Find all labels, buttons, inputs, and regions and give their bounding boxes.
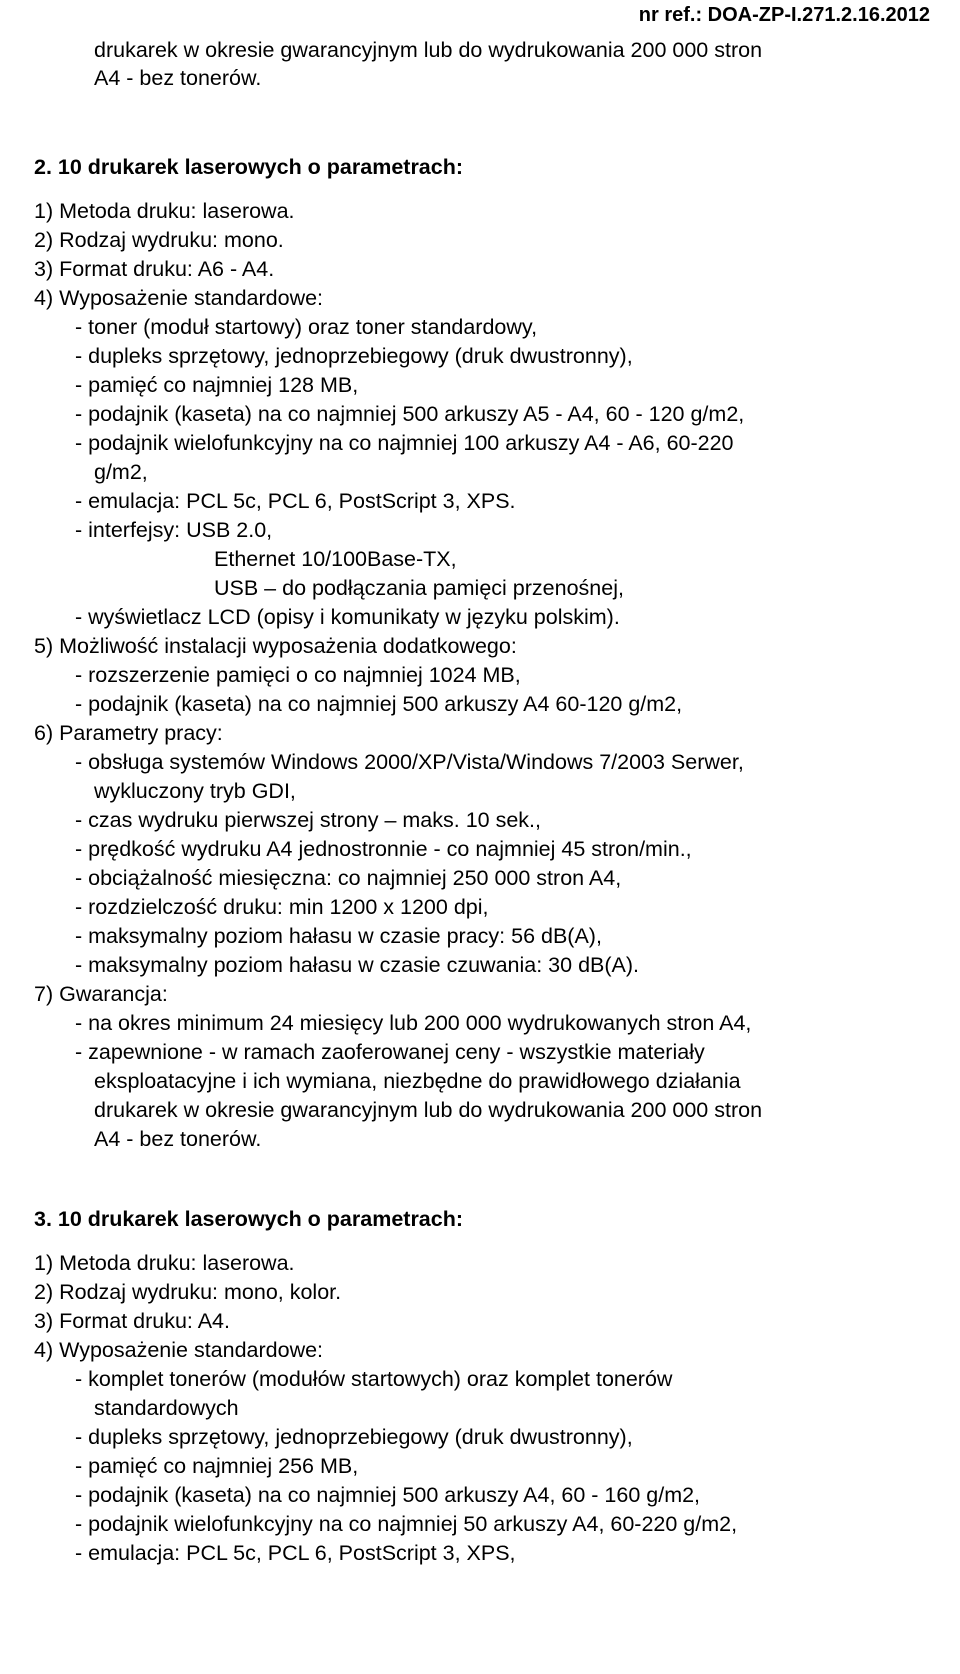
sub-item: - obsługa systemów Windows 2000/XP/Vista/Windows 7/2003 Serwer,	[75, 750, 744, 774]
sub-item: - komplet tonerów (modułów startowych) oraz komplet tonerów	[75, 1367, 673, 1391]
list-item: 1) Metoda druku: laserowa.	[34, 1251, 295, 1275]
sub-item: - podajnik wielofunkcyjny na co najmniej 50 arkuszy A4, 60-220 g/m2,	[75, 1512, 738, 1536]
list-item: 6) Parametry pracy:	[34, 721, 223, 745]
sub-item: - emulacja: PCL 5c, PCL 6, PostScript 3, XPS.	[75, 489, 516, 513]
section-heading: 2. 10 drukarek laserowych o parametrach:	[34, 155, 464, 179]
sub-item: - zapewnione - w ramach zaoferowanej ceny - wszystkie materiały	[75, 1040, 705, 1064]
sub-item-continuation: Ethernet 10/100Base-TX,	[214, 547, 457, 571]
list-item: 4) Wyposażenie standardowe:	[34, 286, 324, 310]
continuation-line: drukarek w okresie gwarancyjnym lub do wydrukowania 200 000 stron	[94, 38, 763, 62]
sub-item: - podajnik wielofunkcyjny na co najmniej 100 arkuszy A4 - A6, 60-220	[75, 431, 734, 455]
continuation-line: A4 - bez tonerów.	[94, 66, 262, 90]
sub-item: - rozdzielczość druku: min 1200 x 1200 dpi,	[75, 895, 489, 919]
sub-item: - dupleks sprzętowy, jednoprzebiegowy (druk dwustronny),	[75, 344, 633, 368]
sub-item-continuation: A4 - bez tonerów.	[94, 1127, 262, 1151]
sub-item-continuation: drukarek w okresie gwarancyjnym lub do wydrukowania 200 000 stron	[94, 1098, 763, 1122]
list-item: 5) Możliwość instalacji wyposażenia dodatkowego:	[34, 634, 517, 658]
sub-item: - emulacja: PCL 5c, PCL 6, PostScript 3, XPS,	[75, 1541, 516, 1565]
sub-item-continuation: eksploatacyjne i ich wymiana, niezbędne do prawidłowego działania	[94, 1069, 741, 1093]
sub-item: - pamięć co najmniej 256 MB,	[75, 1454, 359, 1478]
sub-item-continuation: standardowych	[94, 1396, 239, 1420]
list-item: 4) Wyposażenie standardowe:	[34, 1338, 324, 1362]
sub-item: - pamięć co najmniej 128 MB,	[75, 373, 359, 397]
sub-item: - czas wydruku pierwszej strony – maks. 10 sek.,	[75, 808, 541, 832]
list-item: 7) Gwarancja:	[34, 982, 168, 1006]
sub-item: - toner (moduł startowy) oraz toner standardowy,	[75, 315, 538, 339]
sub-item: - podajnik (kaseta) na co najmniej 500 arkuszy A5 - A4, 60 - 120 g/m2,	[75, 402, 745, 426]
list-item: 1) Metoda druku: laserowa.	[34, 199, 295, 223]
sub-item: - interfejsy: USB 2.0,	[75, 518, 273, 542]
sub-item: - dupleks sprzętowy, jednoprzebiegowy (druk dwustronny),	[75, 1425, 633, 1449]
sub-item: - obciążalność miesięczna: co najmniej 250 000 stron A4,	[75, 866, 622, 890]
sub-item: - prędkość wydruku A4 jednostronnie - co najmniej 45 stron/min.,	[75, 837, 692, 861]
sub-item: - na okres minimum 24 miesięcy lub 200 000 wydrukowanych stron A4,	[75, 1011, 752, 1035]
list-item: 2) Rodzaj wydruku: mono, kolor.	[34, 1280, 342, 1304]
sub-item-continuation: g/m2,	[94, 460, 148, 484]
sub-item-continuation: wykluczony tryb GDI,	[94, 779, 296, 803]
list-item: 3) Format druku: A6 - A4.	[34, 257, 275, 281]
sub-item-continuation: USB – do podłączania pamięci przenośnej,	[214, 576, 624, 600]
section-heading: 3. 10 drukarek laserowych o parametrach:	[34, 1207, 464, 1231]
list-item: 2) Rodzaj wydruku: mono.	[34, 228, 284, 252]
sub-item: - podajnik (kaseta) na co najmniej 500 arkuszy A4, 60 - 160 g/m2,	[75, 1483, 701, 1507]
sub-item: - podajnik (kaseta) na co najmniej 500 arkuszy A4 60-120 g/m2,	[75, 692, 683, 716]
sub-item: - maksymalny poziom hałasu w czasie czuwania: 30 dB(A).	[75, 953, 639, 977]
sub-item: - wyświetlacz LCD (opisy i komunikaty w języku polskim).	[75, 605, 620, 629]
reference-number: nr ref.: DOA-ZP-I.271.2.16.2012	[638, 4, 930, 26]
sub-item: - rozszerzenie pamięci o co najmniej 1024 MB,	[75, 663, 521, 687]
sub-item: - maksymalny poziom hałasu w czasie pracy: 56 dB(A),	[75, 924, 602, 948]
list-item: 3) Format druku: A4.	[34, 1309, 230, 1333]
